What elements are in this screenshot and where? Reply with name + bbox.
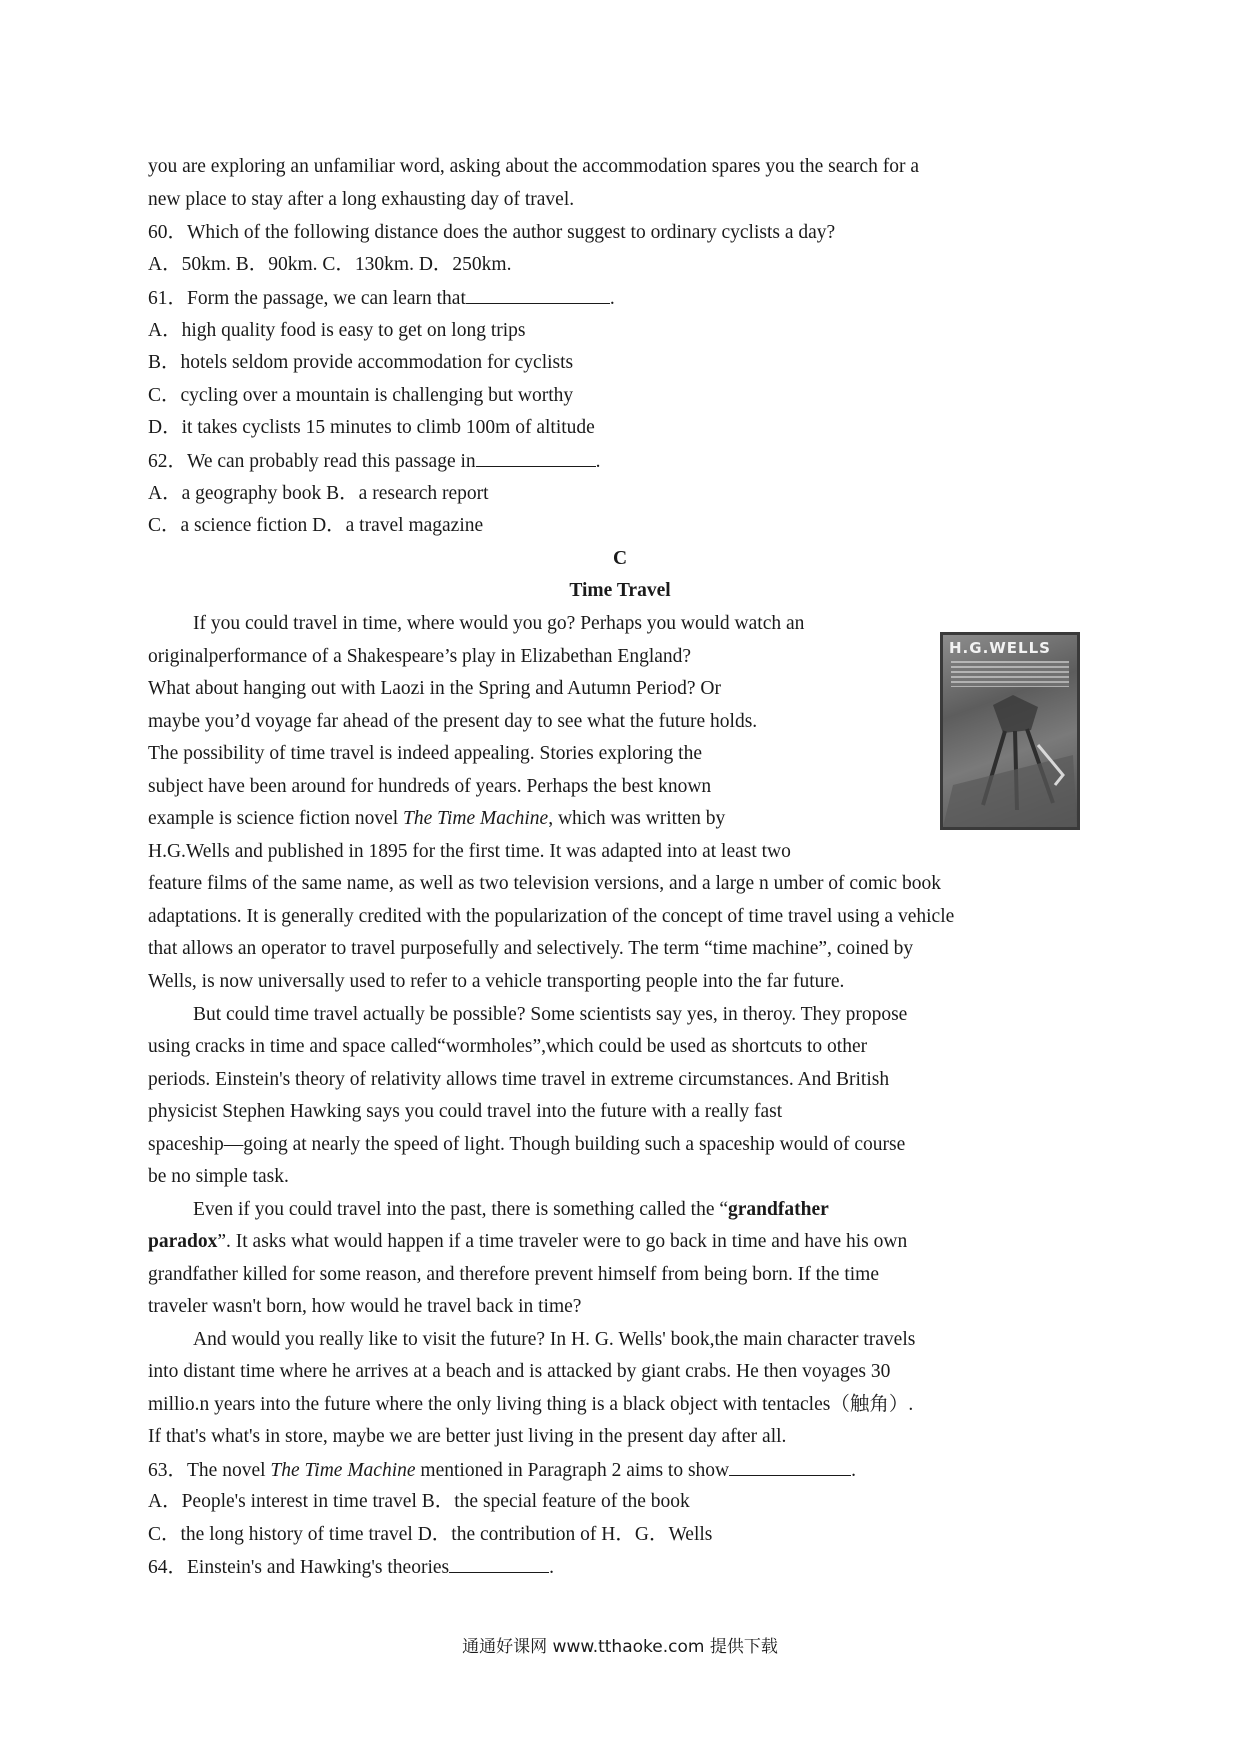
option-d: D．it takes cyclists 15 minutes to climb 100m of altitude — [148, 417, 595, 438]
paragraph-2-line: physicist Stephen Hawking says you could travel into the future with a really fast — [148, 1101, 783, 1122]
paragraph-1-line: What about hanging out with Laozi in the Spring and Autumn Period? Or — [148, 678, 721, 699]
paragraph-1-line: If you could travel in time, where would you go? Perhaps you would watch an — [193, 613, 805, 634]
answer-blank — [729, 1457, 851, 1476]
paragraph-2-line: using cracks in time and space called“wormholes”,which could be used as shortcuts to other — [148, 1036, 868, 1057]
paragraph-3-line: paradox”. It asks what would happen if a time traveler were to go back in time and have his own — [148, 1231, 908, 1252]
answer-blank — [476, 448, 596, 467]
paragraph-1-line: subject have been around for hundreds of years. Perhaps the best known — [148, 776, 712, 797]
paragraph-4-line: If that's what's in store, maybe we are better just living in the present day after all. — [148, 1426, 787, 1447]
section-letter: C — [612, 548, 628, 569]
paragraph-1-line: example is science fiction novel The Time Machine, which was written by — [148, 808, 726, 829]
paragraph-1-line: adaptations. It is generally credited with the popularization of the concept of time travel using a vehicle — [148, 906, 955, 927]
paragraph-1-line: Wells, is now universally used to refer to a vehicle transporting people into the far future. — [148, 971, 845, 992]
text-line: you are exploring an unfamiliar word, asking about the accommodation spares you the search for a — [148, 156, 920, 177]
answer-blank — [466, 285, 610, 304]
paragraph-1-line: maybe you’d voyage far ahead of the present day to see what the future holds. — [148, 711, 758, 732]
book-title: The Time Machine — [403, 808, 549, 829]
paragraph-4-line: millio.n years into the future where the only living thing is a black object with tentacles（触角）. — [148, 1394, 914, 1415]
question-62-options-ab: A．a geography book B．a research report — [148, 483, 489, 504]
book-cover-title: H.G.WELLS — [949, 639, 1051, 657]
question-63-options-cd: C．the long history of time travel D．the contribution of H．G．Wells — [148, 1524, 713, 1545]
question-62-options-cd: C．a science fiction D．a travel magazine — [148, 515, 484, 536]
book-cover-image — [940, 632, 1080, 830]
bold-term: paradox — [148, 1231, 218, 1252]
paragraph-3-line: traveler wasn't born, how would he travel back in time? — [148, 1296, 582, 1317]
page-footer: 通通好课网 www.tthaoke.com 提供下载 — [462, 1637, 778, 1657]
paragraph-4-line: And would you really like to visit the future? In H. G. Wells' book,the main character travels — [193, 1329, 916, 1350]
paragraph-1-line: H.G.Wells and published in 1895 for the first time. It was adapted into at least two — [148, 841, 791, 862]
paragraph-1-line: that allows an operator to travel purposefully and selectively. The term “time machine”, coined by — [148, 938, 914, 959]
paragraph-1-line: feature films of the same name, as well as two television versions, and a large n umber of comic book — [148, 873, 941, 894]
answer-blank — [449, 1554, 549, 1573]
book-title: The Time Machine — [270, 1460, 416, 1481]
paragraph-1-line: originalperformance of a Shakespeare’s play in Elizabethan England? — [148, 646, 692, 667]
option-b: B．hotels seldom provide accommodation for cyclists — [148, 352, 574, 373]
paragraph-1-line: The possibility of time travel is indeed appealing. Stories exploring the — [148, 743, 703, 764]
question-62: 62．We can probably read this passage in . — [148, 448, 601, 475]
bold-term: grandfather — [728, 1199, 829, 1220]
paragraph-2-line: periods. Einstein's theory of relativity allows time travel in extreme circumstances. And British — [148, 1069, 890, 1090]
text-line: new place to stay after a long exhausting day of travel. — [148, 189, 575, 210]
question-60: 60．Which of the following distance does the author suggest to ordinary cyclists a day? — [148, 222, 836, 243]
question-63: 63．The novel The Time Machine mentioned in Paragraph 2 aims to show . — [148, 1457, 856, 1484]
paragraph-2-line: spaceship—going at nearly the speed of light. Though building such a spaceship would of course — [148, 1134, 906, 1155]
paragraph-2-line: be no simple task. — [148, 1166, 289, 1187]
question-64: 64．Einstein's and Hawking's theories . — [148, 1554, 554, 1581]
paragraph-4-line: into distant time where he arrives at a beach and is attacked by giant crabs. He then voyages 30 — [148, 1361, 891, 1382]
paragraph-2-line: But could time travel actually be possible? Some scientists say yes, in theroy. They propose — [193, 1004, 908, 1025]
section-title: Time Travel — [569, 580, 671, 601]
question-61: 61．Form the passage, we can learn that . — [148, 285, 615, 312]
question-60-options: A．50km. B．90km. C．130km. D．250km. — [148, 254, 512, 275]
option-c: C．cycling over a mountain is challenging but worthy — [148, 385, 574, 406]
paragraph-3-line: Even if you could travel into the past, there is something called the “grandfather — [193, 1199, 829, 1220]
paragraph-3-line: grandfather killed for some reason, and therefore prevent himself from being born. If the time — [148, 1264, 879, 1285]
book-cover-illustration — [943, 635, 1077, 827]
question-63-options-ab: A．People's interest in time travel B．the special feature of the book — [148, 1491, 690, 1512]
option-a: A．high quality food is easy to get on long trips — [148, 320, 526, 341]
